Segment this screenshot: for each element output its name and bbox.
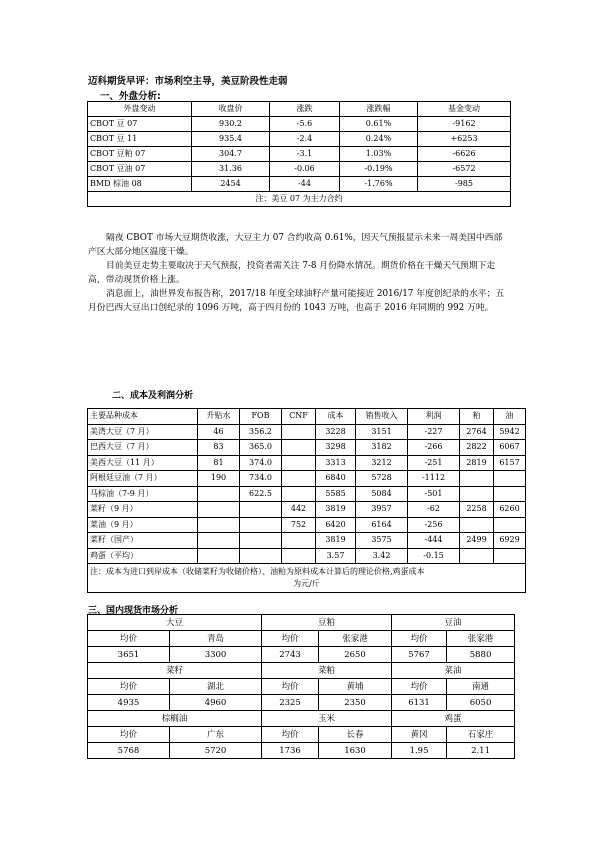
price-value: 2650 bbox=[319, 647, 392, 663]
commentary-paragraph: 目前美豆走势主要取决于天气预报，投资者需关注 7-8 月份降水情况。期货价格在干燥天气预期下走高，带动现货价格上涨。 bbox=[88, 261, 496, 285]
price-value: 4935 bbox=[88, 695, 170, 711]
table-cell: -44 bbox=[270, 177, 340, 192]
table-row bbox=[88, 147, 511, 162]
table-note: 注：美豆 07 为主力合约 bbox=[88, 192, 511, 207]
price-label: 均价 bbox=[88, 679, 170, 695]
price-label: 均价 bbox=[262, 679, 319, 695]
table-cell: 美湾大豆（7 月） bbox=[88, 424, 198, 440]
table-cell: 2819 bbox=[460, 455, 494, 471]
price-label: 均价 bbox=[262, 631, 319, 647]
price-label: 黄埔 bbox=[319, 679, 392, 695]
value-row bbox=[88, 695, 515, 711]
table-note bbox=[88, 564, 526, 593]
table-cell: 374.0 bbox=[240, 455, 282, 471]
table-cell: 3228 bbox=[316, 424, 356, 440]
table-row bbox=[88, 177, 511, 192]
section3-heading: 三、国内现货市场分析 bbox=[88, 606, 179, 616]
price-label: 张家港 bbox=[447, 631, 515, 647]
table-cell: 365.0 bbox=[240, 440, 282, 456]
product-name: 玉米 bbox=[262, 711, 392, 727]
domestic-spot-table bbox=[87, 614, 515, 759]
price-value: 6050 bbox=[447, 695, 515, 711]
price-value: 1736 bbox=[262, 743, 319, 759]
column-header: 主要品种成本 bbox=[88, 409, 198, 425]
product-name: 菜籽 bbox=[88, 663, 262, 679]
table-note-line: 注：成本为进口到岸成本（收储菜籽为收储价格）、油粕为原料成本计算后的理论价格,鸡蛋成本 bbox=[90, 567, 425, 576]
table-cell: +6253 bbox=[418, 132, 511, 147]
table-cell: 3957 bbox=[356, 502, 408, 518]
product-name: 豆粕 bbox=[262, 615, 392, 631]
table-row bbox=[88, 548, 526, 564]
column-header: 成本 bbox=[316, 409, 356, 425]
table-cell: 5942 bbox=[494, 424, 526, 440]
table-cell bbox=[494, 517, 526, 533]
table-cell: -9162 bbox=[418, 117, 511, 132]
price-value: 2350 bbox=[319, 695, 392, 711]
table-cell: 5084 bbox=[356, 486, 408, 502]
price-value: 3300 bbox=[170, 647, 262, 663]
table-cell bbox=[198, 548, 240, 564]
table-cell: 3182 bbox=[356, 440, 408, 456]
commentary-paragraph: 隔夜 CBOT 市场大豆期货收涨，大豆主力 07 合约收高 0.61%，因天气预报显示未来一周美国中西部产区大部分地区温度干燥。 bbox=[88, 233, 503, 257]
table-row bbox=[88, 533, 526, 549]
table-cell: 3.42 bbox=[356, 548, 408, 564]
table-cell: -256 bbox=[408, 517, 460, 533]
table-cell: -0.15 bbox=[408, 548, 460, 564]
table-row bbox=[88, 471, 526, 487]
table-row bbox=[88, 486, 526, 502]
market-commentary bbox=[88, 231, 510, 315]
table-cell: 菜油（9 月） bbox=[88, 517, 198, 533]
price-value: 1.95 bbox=[392, 743, 447, 759]
table-row bbox=[88, 424, 526, 440]
table-cell bbox=[282, 424, 316, 440]
price-label: 湖北 bbox=[170, 679, 262, 695]
table-cell: CBOT 豆 07 bbox=[88, 117, 192, 132]
table-cell: 2499 bbox=[460, 533, 494, 549]
table-cell: 0.24% bbox=[340, 132, 418, 147]
price-value: 5720 bbox=[170, 743, 262, 759]
table-cell bbox=[494, 486, 526, 502]
table-cell bbox=[494, 548, 526, 564]
table-cell: 菜籽（国产） bbox=[88, 533, 198, 549]
table-cell: 2822 bbox=[460, 440, 494, 456]
table-cell bbox=[240, 502, 282, 518]
table-cell: -0.06 bbox=[270, 162, 340, 177]
table-row bbox=[88, 455, 526, 471]
column-header: 升贴水 bbox=[198, 409, 240, 425]
table-cell: 菜籽（9 月） bbox=[88, 502, 198, 518]
table-cell bbox=[240, 548, 282, 564]
table-cell: 6157 bbox=[494, 455, 526, 471]
table-cell bbox=[282, 533, 316, 549]
price-label: 长春 bbox=[319, 727, 392, 743]
table-cell: 6164 bbox=[356, 517, 408, 533]
table-cell: -5.6 bbox=[270, 117, 340, 132]
product-row bbox=[88, 711, 515, 727]
price-label: 均价 bbox=[392, 679, 447, 695]
price-value: 5767 bbox=[392, 647, 447, 663]
table-header-row bbox=[88, 102, 511, 117]
table-cell bbox=[198, 502, 240, 518]
report-title: 迈科期货早评：市场利空主导，美豆阶段性走弱 bbox=[88, 76, 288, 87]
product-row bbox=[88, 663, 515, 679]
commentary-paragraph: 消息面上，油世界发布报告称，2017/18 年度全球油籽产量可能接近 2016/17 年度创纪录的水平；五月份巴西大豆出口创纪录的 1096 万吨，高于四月份的 1043 万吨，也高于 2016 年同期的 992 万吨。 bbox=[88, 289, 505, 313]
section2-heading: 二、成本及利润分析 bbox=[112, 391, 194, 401]
table-cell: 2258 bbox=[460, 502, 494, 518]
label-row bbox=[88, 727, 515, 743]
foreign-market-table bbox=[87, 101, 511, 207]
table-cell: 3.57 bbox=[316, 548, 356, 564]
price-value: 4960 bbox=[170, 695, 262, 711]
table-cell bbox=[282, 471, 316, 487]
product-row bbox=[88, 615, 515, 631]
price-value: 6131 bbox=[392, 695, 447, 711]
table-row bbox=[88, 117, 511, 132]
table-cell: 190 bbox=[198, 471, 240, 487]
table-cell: 巴西大豆（7 月） bbox=[88, 440, 198, 456]
price-label: 张家港 bbox=[319, 631, 392, 647]
table-note-line: 为元/斤 bbox=[293, 579, 320, 588]
table-cell: 622.5 bbox=[240, 486, 282, 502]
price-label: 青岛 bbox=[170, 631, 262, 647]
table-cell: 81 bbox=[198, 455, 240, 471]
table-row bbox=[88, 517, 526, 533]
table-cell: 83 bbox=[198, 440, 240, 456]
price-label: 广东 bbox=[170, 727, 262, 743]
value-row bbox=[88, 743, 515, 759]
price-value: 2325 bbox=[262, 695, 319, 711]
price-label: 均价 bbox=[392, 631, 447, 647]
table-cell bbox=[460, 471, 494, 487]
table-cell: 5585 bbox=[316, 486, 356, 502]
table-row bbox=[88, 132, 511, 147]
table-cell bbox=[282, 548, 316, 564]
column-header: 涨跌 bbox=[270, 102, 340, 117]
table-header-row bbox=[88, 409, 526, 425]
table-cell: 3151 bbox=[356, 424, 408, 440]
table-cell bbox=[282, 486, 316, 502]
table-cell: 2454 bbox=[192, 177, 270, 192]
table-cell: 3819 bbox=[316, 502, 356, 518]
table-cell: -1.76% bbox=[340, 177, 418, 192]
table-cell: -6572 bbox=[418, 162, 511, 177]
table-cell: CBOT 豆粕 07 bbox=[88, 147, 192, 162]
table-cell: -501 bbox=[408, 486, 460, 502]
table-cell bbox=[198, 517, 240, 533]
price-label: 均价 bbox=[88, 727, 170, 743]
price-value: 2.11 bbox=[447, 743, 515, 759]
product-name: 鸡蛋 bbox=[392, 711, 515, 727]
column-header: 收盘价 bbox=[192, 102, 270, 117]
column-header: 油 bbox=[494, 409, 526, 425]
table-cell: -3.1 bbox=[270, 147, 340, 162]
product-name: 大豆 bbox=[88, 615, 262, 631]
table-cell: 阿根廷豆油（7 月） bbox=[88, 471, 198, 487]
table-cell bbox=[282, 440, 316, 456]
table-cell bbox=[240, 533, 282, 549]
price-label: 黄冈 bbox=[392, 727, 447, 743]
column-header: CNF bbox=[282, 409, 316, 425]
label-row bbox=[88, 631, 515, 647]
table-cell bbox=[460, 548, 494, 564]
value-row bbox=[88, 647, 515, 663]
price-label: 均价 bbox=[88, 631, 170, 647]
table-cell bbox=[282, 455, 316, 471]
table-note-row bbox=[88, 564, 526, 593]
product-name: 菜油 bbox=[392, 663, 515, 679]
table-cell: -62 bbox=[408, 502, 460, 518]
table-cell: -2.4 bbox=[270, 132, 340, 147]
table-cell: CBOT 豆油 07 bbox=[88, 162, 192, 177]
table-cell: 3819 bbox=[316, 533, 356, 549]
table-cell bbox=[494, 471, 526, 487]
table-cell: 1.03% bbox=[340, 147, 418, 162]
table-cell: BMD 棕油 08 bbox=[88, 177, 192, 192]
table-cell: -0.19% bbox=[340, 162, 418, 177]
column-header: 基金变动 bbox=[418, 102, 511, 117]
table-cell: 鸡蛋（平均） bbox=[88, 548, 198, 564]
product-name: 豆油 bbox=[392, 615, 515, 631]
table-cell: -251 bbox=[408, 455, 460, 471]
table-cell: 46 bbox=[198, 424, 240, 440]
price-label: 南通 bbox=[447, 679, 515, 695]
price-value: 5880 bbox=[447, 647, 515, 663]
table-cell: -227 bbox=[408, 424, 460, 440]
price-value: 2743 bbox=[262, 647, 319, 663]
product-name: 菜粕 bbox=[262, 663, 392, 679]
column-header: 涨跌幅 bbox=[340, 102, 418, 117]
table-cell: 6260 bbox=[494, 502, 526, 518]
table-cell: 6420 bbox=[316, 517, 356, 533]
table-cell: 752 bbox=[282, 517, 316, 533]
column-header: 外盘变动 bbox=[88, 102, 192, 117]
price-value: 5768 bbox=[88, 743, 170, 759]
price-label: 均价 bbox=[262, 727, 319, 743]
column-header: 粕 bbox=[460, 409, 494, 425]
table-cell: 5728 bbox=[356, 471, 408, 487]
table-cell: 304.7 bbox=[192, 147, 270, 162]
table-cell: 31.36 bbox=[192, 162, 270, 177]
section1-heading: 一、外盘分析: bbox=[100, 91, 161, 102]
column-header: FOB bbox=[240, 409, 282, 425]
table-cell: 935.4 bbox=[192, 132, 270, 147]
table-row bbox=[88, 502, 526, 518]
table-cell: 6929 bbox=[494, 533, 526, 549]
table-cell: -985 bbox=[418, 177, 511, 192]
column-header: 销售收入 bbox=[356, 409, 408, 425]
table-cell: -266 bbox=[408, 440, 460, 456]
table-cell: 442 bbox=[282, 502, 316, 518]
table-cell bbox=[198, 486, 240, 502]
table-cell bbox=[198, 533, 240, 549]
table-cell: 734.0 bbox=[240, 471, 282, 487]
column-header: 利润 bbox=[408, 409, 460, 425]
table-row bbox=[88, 162, 511, 177]
table-cell: 3212 bbox=[356, 455, 408, 471]
label-row bbox=[88, 679, 515, 695]
table-cell: 3313 bbox=[316, 455, 356, 471]
table-cell: 6840 bbox=[316, 471, 356, 487]
table-cell: 6067 bbox=[494, 440, 526, 456]
table-cell bbox=[460, 486, 494, 502]
table-cell: -1112 bbox=[408, 471, 460, 487]
cost-profit-table bbox=[87, 408, 526, 593]
table-note-row bbox=[88, 192, 511, 207]
table-cell: 3575 bbox=[356, 533, 408, 549]
table-cell: 3298 bbox=[316, 440, 356, 456]
price-value: 3651 bbox=[88, 647, 170, 663]
table-cell: 930.2 bbox=[192, 117, 270, 132]
table-cell: 马棕油（7-9 月） bbox=[88, 486, 198, 502]
table-cell: CBOT 豆 11 bbox=[88, 132, 192, 147]
price-value: 1630 bbox=[319, 743, 392, 759]
table-cell: 0.61% bbox=[340, 117, 418, 132]
table-cell: -444 bbox=[408, 533, 460, 549]
table-cell bbox=[460, 517, 494, 533]
table-row bbox=[88, 440, 526, 456]
table-cell bbox=[240, 517, 282, 533]
table-cell: 356.2 bbox=[240, 424, 282, 440]
table-cell: -6626 bbox=[418, 147, 511, 162]
price-label: 石家庄 bbox=[447, 727, 515, 743]
table-cell: 美西大豆（11 月） bbox=[88, 455, 198, 471]
product-name: 棕榈油 bbox=[88, 711, 262, 727]
table-cell: 2764 bbox=[460, 424, 494, 440]
